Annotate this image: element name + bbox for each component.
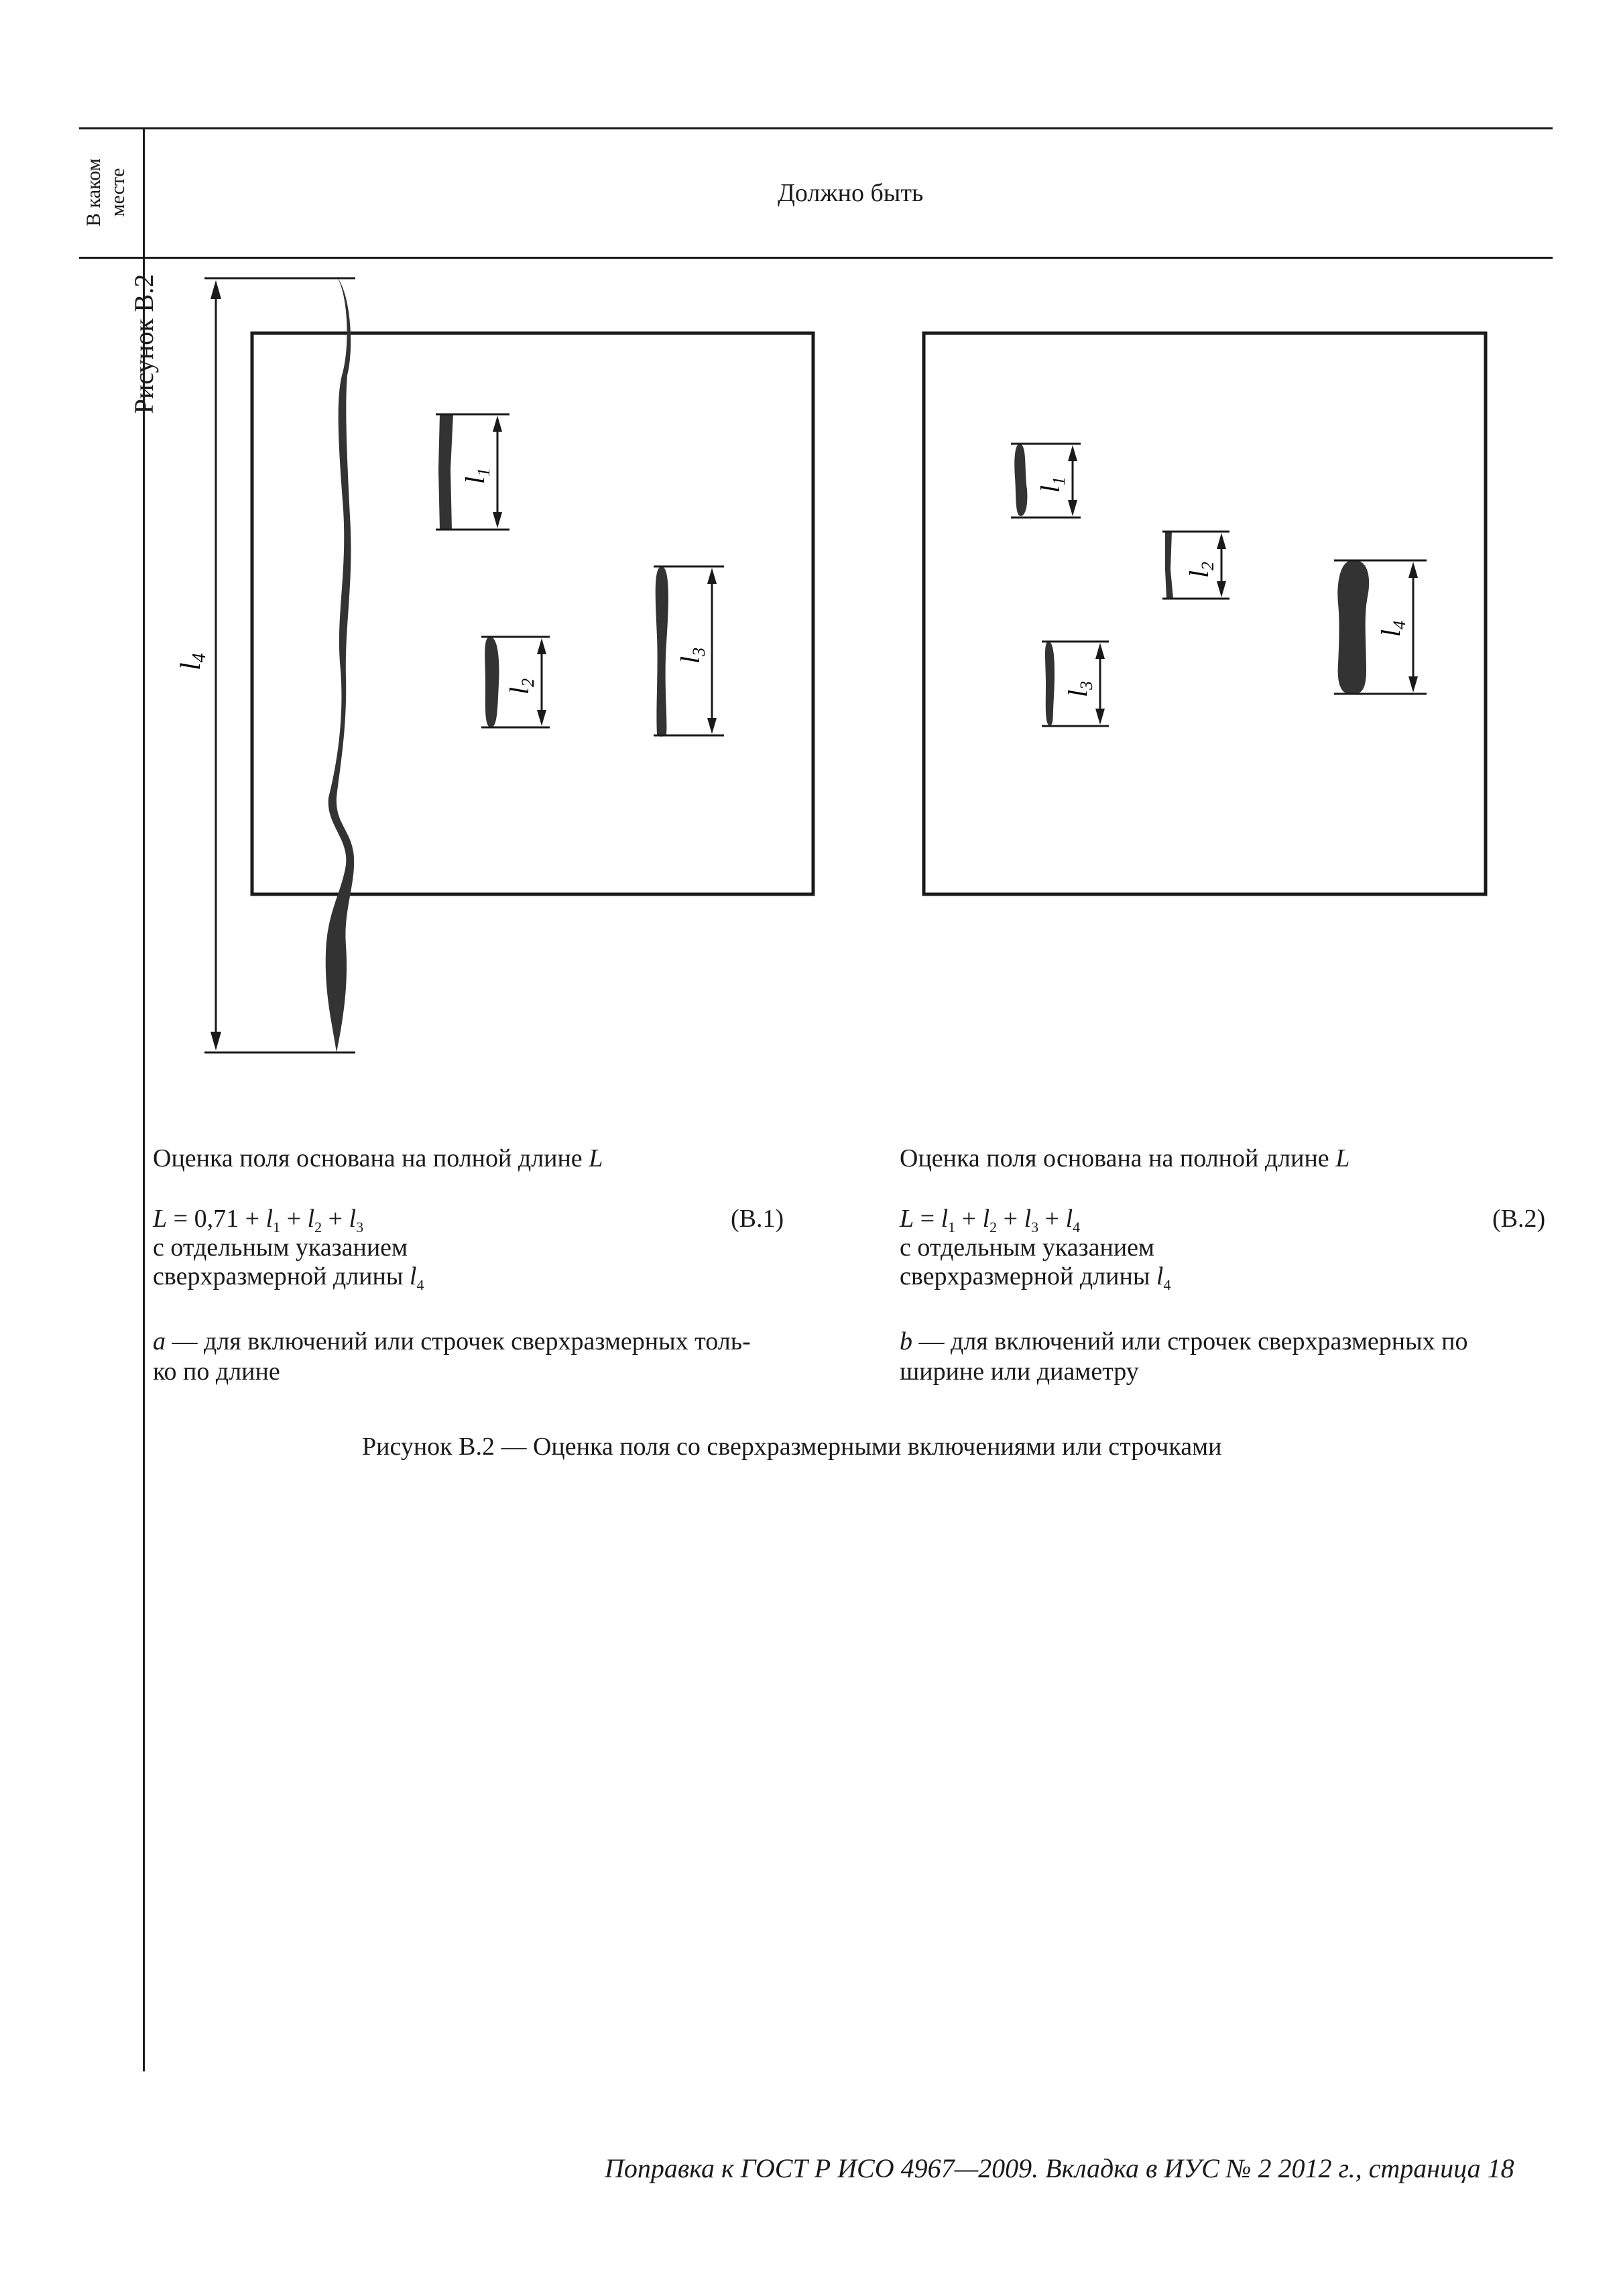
right-l1-label: $l_1$ [1035, 476, 1069, 493]
right-caption-line4: сверхразмерной длины $l_4$ [900, 1262, 1171, 1293]
figure-b2 [0, 0, 1623, 1140]
right-panel [924, 333, 1486, 894]
left-l2-arrow-bottom [537, 710, 546, 726]
right-l3-label: $l_3$ [1063, 680, 1096, 697]
right-l2-label: $l_2$ [1184, 561, 1217, 578]
right-inclusion-l2 [1165, 532, 1173, 598]
right-inclusion-l4 [1337, 560, 1369, 694]
left-l1-arrow-bottom [493, 512, 502, 528]
left-l4-arrow-bottom [211, 1032, 221, 1050]
right-l4-label: $l_4$ [1376, 620, 1409, 637]
left-formula: $L = 0,71 + l_1 + l_2 + l_3$ [153, 1205, 364, 1235]
left-formula-number: (B.1) [731, 1205, 784, 1233]
left-note-line2: ко по длине [153, 1357, 280, 1386]
right-l4-arrow-bottom [1408, 676, 1418, 692]
right-note-line2: ширине или диаметру [900, 1357, 1139, 1386]
right-l1-arrow-top [1068, 445, 1077, 461]
right-caption-line1: Оценка поля основана на полной длине L [900, 1144, 1350, 1172]
right-note-line1: b — для включений или строчек сверхразмерных по [900, 1327, 1468, 1355]
left-caption-line3: с отдельным указанием [153, 1233, 408, 1262]
figure-caption: Рисунок В.2 — Оценка поля со сверхразмерными включениями или строчками [362, 1433, 1222, 1461]
left-l3-arrow-top [707, 568, 717, 584]
left-inclusion-l4 [326, 276, 354, 1052]
left-note-line1: a — для включений или строчек сверхразмерных толь- [153, 1327, 751, 1355]
right-l4-arrow-top [1408, 562, 1418, 578]
right-field-frame [924, 333, 1486, 894]
right-formula-number: (B.2) [1492, 1205, 1546, 1233]
left-inclusion-l3 [656, 566, 668, 737]
right-caption-line3: с отдельным указанием [900, 1233, 1155, 1262]
left-caption-line4: сверхразмерной длины $l_4$ [153, 1262, 424, 1293]
right-formula: $L = l_1 + l_2 + l_3 + l_4$ [900, 1205, 1081, 1235]
right-inclusion-l1 [1014, 444, 1027, 516]
left-l3-arrow-bottom [707, 718, 717, 734]
left-inclusion-l2 [485, 637, 499, 727]
left-l3-label: $l_3$ [675, 647, 709, 664]
right-l2-arrow-bottom [1217, 581, 1226, 597]
right-l3-arrow-top [1095, 643, 1105, 659]
right-l3-arrow-bottom [1095, 709, 1105, 725]
left-l2-arrow-top [537, 638, 546, 654]
header-where-label: В каком месте [82, 158, 129, 227]
header-should-be: Должно быть [778, 179, 924, 207]
left-l4-label: l4 [176, 653, 210, 670]
row-label: Рисунок В.2 [129, 274, 159, 414]
left-caption-line1: Оценка поля основана на полной длине L [153, 1144, 603, 1172]
right-inclusion-l3 [1045, 642, 1055, 725]
left-l2-label: $l_2$ [504, 678, 538, 694]
right-l1-arrow-bottom [1068, 500, 1077, 516]
left-l4-arrow-top [211, 280, 221, 299]
left-l1-label: $l_1$ [460, 467, 493, 484]
right-l2-arrow-top [1217, 533, 1226, 549]
left-inclusion-l1 [438, 414, 453, 530]
left-panel [176, 276, 813, 1052]
left-l1-arrow-top [493, 416, 502, 432]
page-footer: Поправка к ГОСТ Р ИСО 4967—2009. Вкладка в ИУС № 2 2012 г., страница 18 [605, 2153, 1514, 2183]
